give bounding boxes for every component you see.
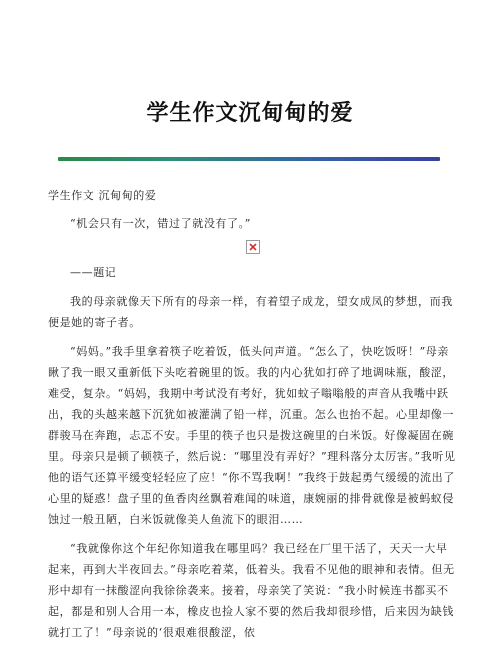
document-title: 学生作文沉甸甸的爱 bbox=[146, 100, 354, 126]
paragraph: “我就像你这个年纪你知道我在哪里吗？我已经在厂里干活了，天天一大早起来，再到大半夜回去。”母亲吃着菜，低着头。我看不见他的眼神和表情。但无形中却有一抹酸涩向我徐徐袭来。接着，母亲笑了笑说：“我小时候连书都买不起，都是和别人合用一本，橡皮也捡人家不要的然后我却很珍惜，后来因为缺钱就打工了！”母亲说的‘很艰难很酸涩，依 bbox=[48, 542, 455, 639]
broken-image-icon bbox=[246, 240, 260, 254]
epigraph-attribution: ——题记 bbox=[70, 266, 117, 279]
title-divider bbox=[58, 157, 440, 161]
epigraph-quote: “机会只有一次，错过了就没有了。” bbox=[70, 217, 251, 230]
image-placeholder bbox=[48, 240, 458, 254]
paragraph: “妈妈。”我手里拿着筷子吃着饭，低头问声道。“怎么了，快吃饭呀！”母亲瞅了我一眼又重新低下头吃着碗里的饭。我的内心犹如打碎了地调味瓶，酸涩，难受，复杂。“妈妈，我期中考试没有考好，犹如蚊子嗡嗡般的声音从我嘴中跃出，我的头越来越下沉犹如被灌满了铅一样，沉重。怎么也抬不起。心里却像一群骏马在奔跑，忐忑不安。手里的筷子也只是拨这碗里的白米饭。好像凝固在碗里。母亲只是顿了顿筷子，然后说：“哪里没有弄好？”理科落分太厉害。”我听见他的语气还算平缓变轻轻应了应！“你不骂我啊！”我终于鼓起勇气缓缓的流出了心里的疑惑！盘子里的鱼香肉丝飘着难闻的味道，康婉丽的排骨就像是被蚂蚁侵蚀过一般丑陋，白米饭就像美人鱼流下的眼泪…… bbox=[48, 345, 456, 526]
article-subheading: 学生作文 沉甸甸的爱 bbox=[48, 189, 157, 202]
document-body bbox=[48, 185, 458, 651]
paragraph: 我的母亲就像天下所有的母亲一样，有着望子成龙，望女成凤的梦想，而我便是她的寄子者。 bbox=[48, 295, 453, 329]
